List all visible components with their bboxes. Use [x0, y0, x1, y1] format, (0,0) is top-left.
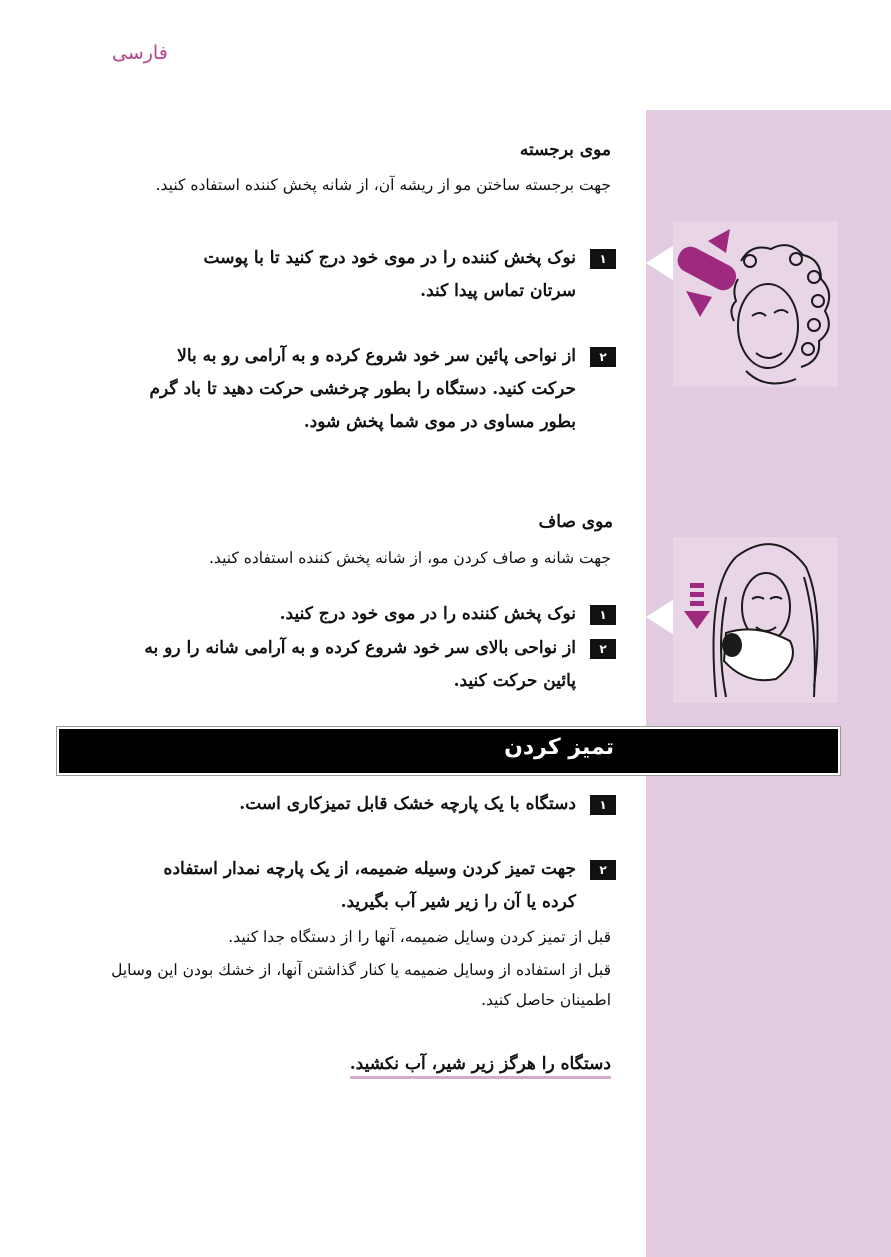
volume-title: موی برجسته — [519, 140, 611, 160]
straight-hair-illustration — [646, 537, 838, 703]
cleaning-step-2 — [131, 853, 616, 919]
curly-hair-illustration — [646, 221, 838, 387]
cleaning-note-1: قبل از تمیز کردن وسایل ضمیمه، آنها را از دستگاه جدا کنید. — [228, 928, 611, 946]
step-text: نوک پخش کننده را در موی خود درج کنید. — [279, 604, 576, 624]
step-number: ۱ — [590, 605, 616, 625]
step-number: ۲ — [590, 860, 616, 880]
cleaning-warning-wrapper — [350, 1054, 611, 1074]
step-number: ۱ — [590, 795, 616, 815]
straight-description: جهت شانه و صاف کردن مو، از شانه پخش کننده استفاده کنید. — [209, 549, 611, 567]
language-label: فارسی — [112, 42, 168, 64]
step-text: جهت تمیز کردن وسیله ضمیمه، از یک پارچه نمدار استفاده کرده یا آن را زیر شیر آب بگیرید. — [163, 859, 576, 913]
cleaning-step-1 — [156, 788, 616, 821]
cleaning-note-2: قبل از استفاده از وسایل ضمیمه یا کنار گذاشتن آنها، از خشك بودن این وسایل اطمینان حاصل کنید. — [111, 961, 611, 1010]
step-number: ۲ — [590, 347, 616, 367]
volume-step-1 — [156, 242, 616, 308]
step-text: از نواحی پائین سر خود شروع کرده و به آرامی رو به بالا حرکت کنید. دستگاه را بطور چرخشی حرکت دهید تا باد گرم بطور مساوی در موی شما پخش شود. — [149, 346, 576, 433]
step-number: ۲ — [590, 639, 616, 659]
step-text: نوک پخش کننده را در موی خود درج کنید تا با پوست سرتان تماس پیدا کند. — [203, 248, 576, 302]
straight-title: موی صاف — [538, 512, 613, 532]
step-number: ۱ — [590, 249, 616, 269]
cleaning-warning: دستگاه را هرگز زیر شیر، آب نکشید. — [350, 1054, 611, 1079]
cleaning-banner — [57, 727, 840, 775]
cleaning-title: تمیز کردن — [504, 735, 614, 760]
straight-step-2 — [131, 632, 616, 698]
straight-step-1 — [156, 598, 616, 631]
step-text: دستگاه با یک پارچه خشک قابل تمیزکاری است. — [239, 794, 576, 814]
volume-description: جهت برجسته ساختن مو از ریشه آن، از شانه پخش کننده استفاده کنید. — [155, 176, 611, 194]
step-text: از نواحی بالای سر خود شروع کرده و به آرامی شانه را رو به پائین حرکت کنید. — [144, 638, 576, 692]
volume-step-2 — [136, 340, 616, 439]
